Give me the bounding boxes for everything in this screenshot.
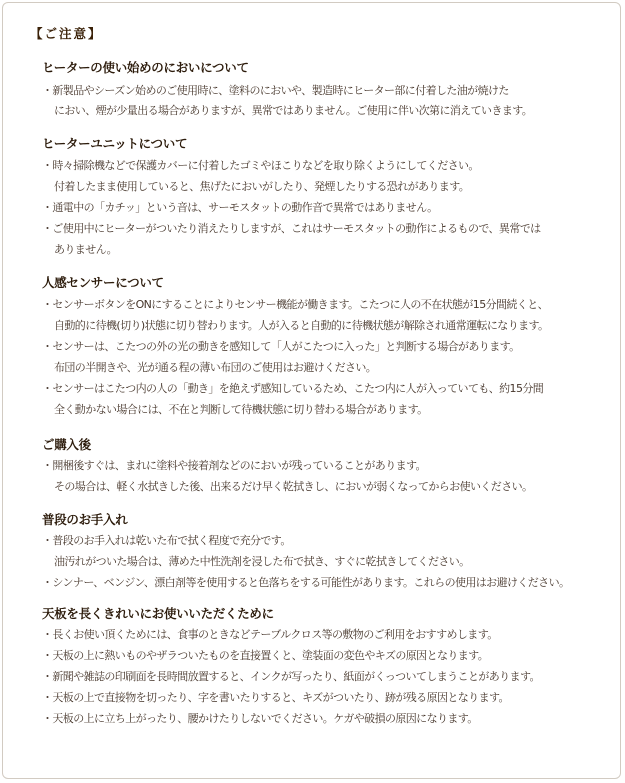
bullet-item: ・センサーボタンをONにすることによりセンサー機能が働きます。こたつに人の不在状態が15分間続くと、 [42, 298, 549, 311]
section-heading: ヒーターユニットについて [42, 136, 188, 151]
bullet-item: ・新製品やシーズン始めのご使用時に、塗料のにおいや、製造時にヒーター部に付着した油が焼けた [42, 84, 509, 97]
bullet-continuation: 全く動かない場合には、不在と判断して待機状態に切り替わる場合があります。 [54, 403, 428, 416]
notice-title: 【ご注意】 [30, 26, 103, 41]
bullet-continuation: 自動的に待機(切り)状態に切り替わります。人が入ると自動的に待機状態が解除され通常運転になります。 [54, 319, 549, 332]
bullet-item: ・天板の上に立ち上がったり、腰かけたりしないでください。ケガや破損の原因になります。 [42, 712, 478, 725]
bullet-continuation: ありません。 [54, 243, 118, 256]
bullet-continuation: 布団の半開きや、光が通る程の薄い布団のご使用はお避けください。 [54, 361, 377, 374]
bullet-item: ・普段のお手入れは乾いた布で拭く程度で充分です。 [42, 534, 291, 547]
bullet-item: ・センサーは、こたつの外の光の動きを感知して「人がこたつに入った」と判断する場合があります。 [42, 340, 520, 353]
bullet-item: ・通電中の「カチッ」という音は、サーモスタットの動作音で異常ではありません。 [42, 201, 438, 214]
bullet-continuation: におい、煙が少量出る場合がありますが、異常ではありません。ご使用に伴い次第に消えていきます。 [54, 104, 533, 117]
bullet-item: ・開梱後すぐは、まれに塗料や接着剤などのにおいが残っていることがあります。 [42, 459, 426, 472]
section-heading: ご購入後 [42, 437, 91, 452]
bullet-item: ・時々掃除機などで保護カバーに付着したゴミやほこりなどを取り除くようにしてください。 [42, 159, 479, 172]
bullet-item: ・長くお使い頂くためには、食事のときなどテーブルクロス等の敷物のご利用をおすすめします。 [42, 628, 498, 641]
bullet-item: ・天板の上に熱いものやザラついたものを直接置くと、塗装面の変色やキズの原因となります。 [42, 649, 489, 662]
bullet-item: ・シンナー、ベンジン、漂白剤等を使用すると色落ちをする可能性があります。これらの使用はお避けください。 [42, 576, 570, 589]
bullet-continuation: 付着したまま使用していると、焦げたにおいがしたり、発煙したりする恐れがあります。 [54, 180, 470, 193]
bullet-continuation: 油汚れがついた場合は、薄めた中性洗剤を浸した布で拭き、すぐに乾拭きしてください。 [54, 555, 470, 568]
bullet-item: ・センサーはこたつ内の人の「動き」を絶えず感知しているため、こたつ内に人が入っていても、約15分間 [42, 382, 544, 395]
section-heading: 人感センサーについて [42, 275, 164, 290]
section-heading: 普段のお手入れ [42, 512, 128, 527]
bullet-item: ・天板の上で直接物を切ったり、字を書いたりすると、キズがついたり、跡が残る原因となります。 [42, 691, 509, 704]
section-heading: 天板を長くきれいにお使いいただくために [42, 606, 274, 621]
bullet-item: ・ご使用中にヒーターがついたり消えたりしますが、これはサーモスタットの動作によるもので、異常では [42, 222, 541, 235]
bullet-continuation: その場合は、軽く水拭きした後、出来るだけ早く乾拭きし、においが弱くなってからお使いください。 [54, 480, 533, 493]
bullet-item: ・新聞や雑誌の印刷面を長時間放置すると、インクが写ったり、紙面がくっついてしまうことがあります。 [42, 670, 540, 683]
section-heading: ヒーターの使い始めのにおいについて [42, 60, 249, 75]
